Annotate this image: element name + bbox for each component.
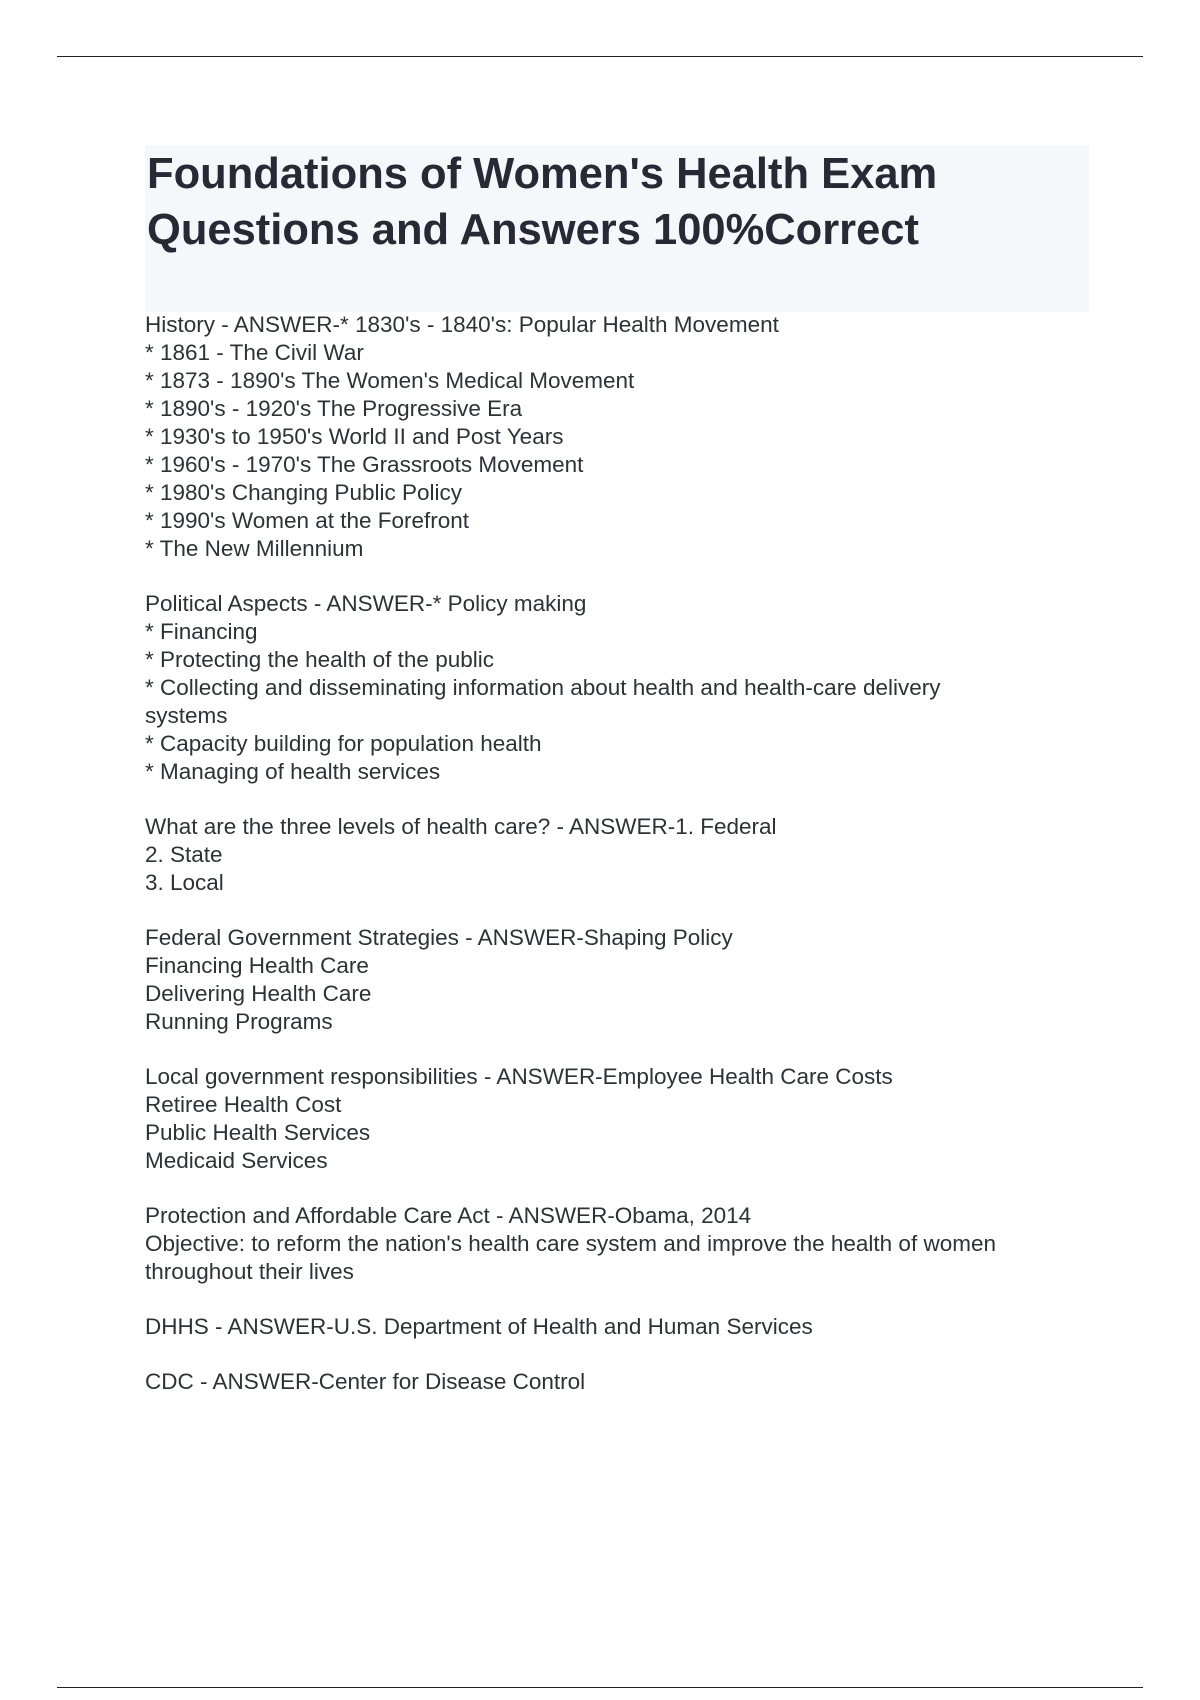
qa-line: Public Health Services <box>145 1120 371 1145</box>
qa-line: Financing Health Care <box>145 953 369 978</box>
qa-line: Objective: to reform the nation's health care system and improve the health of women <box>145 1231 996 1256</box>
qa-line: * 1990's Women at the Forefront <box>145 508 470 533</box>
qa-line: * 1873 - 1890's The Women's Medical Movement <box>145 368 635 393</box>
qa-line: * Managing of health services <box>145 759 441 784</box>
qa-line: Federal Government Strategies - ANSWER-Shaping Policy <box>145 925 733 950</box>
top-rule <box>57 56 1143 57</box>
qa-line: Delivering Health Care <box>145 981 372 1006</box>
bottom-rule <box>57 1687 1143 1688</box>
qa-line: 3. Local <box>145 870 224 895</box>
qa-item-local-responsibilities <box>145 1063 1095 1175</box>
qa-line: Retiree Health Cost <box>145 1092 342 1117</box>
qa-line: * The New Millennium <box>145 536 364 561</box>
qa-line: DHHS - ANSWER-U.S. Department of Health and Human Services <box>145 1314 813 1339</box>
qa-item-cdc <box>145 1368 1095 1396</box>
page-title <box>147 145 1089 258</box>
qa-line: Running Programs <box>145 1009 333 1034</box>
qa-line: * 1861 - The Civil War <box>145 340 364 365</box>
qa-item-history <box>145 311 1095 563</box>
qa-line: History - ANSWER-* 1830's - 1840's: Popular Health Movement <box>145 312 779 337</box>
qa-line: * 1890's - 1920's The Progressive Era <box>145 396 523 421</box>
qa-item-dhhs <box>145 1313 1095 1341</box>
qa-item-federal-strategies <box>145 924 1095 1036</box>
qa-line: * 1930's to 1950's World II and Post Years <box>145 424 564 449</box>
qa-line: * 1980's Changing Public Policy <box>145 480 462 505</box>
qa-item-affordable-care-act <box>145 1202 1095 1286</box>
qa-line: systems <box>145 703 228 728</box>
title-block <box>145 145 1089 312</box>
qa-line: What are the three levels of health care? - ANSWER-1. Federal <box>145 814 777 839</box>
qa-line: Protection and Affordable Care Act - ANSWER-Obama, 2014 <box>145 1203 752 1228</box>
title-line-2: Questions and Answers 100%Correct <box>147 206 919 254</box>
qa-item-three-levels <box>145 813 1095 897</box>
qa-line: Political Aspects - ANSWER-* Policy making <box>145 591 587 616</box>
qa-line: Medicaid Services <box>145 1148 328 1173</box>
qa-line: CDC - ANSWER-Center for Disease Control <box>145 1369 586 1394</box>
qa-item-political-aspects <box>145 590 1095 786</box>
qa-list <box>145 311 1095 1423</box>
qa-line: * Capacity building for population health <box>145 731 542 756</box>
qa-line: * Collecting and disseminating information about health and health-care delivery <box>145 675 941 700</box>
qa-line: * 1960's - 1970's The Grassroots Movement <box>145 452 584 477</box>
qa-line: * Protecting the health of the public <box>145 647 494 672</box>
qa-line: Local government responsibilities - ANSWER-Employee Health Care Costs <box>145 1064 893 1089</box>
qa-line: 2. State <box>145 842 223 867</box>
qa-line: * Financing <box>145 619 258 644</box>
qa-line: throughout their lives <box>145 1259 354 1284</box>
title-line-1: Foundations of Women's Health Exam <box>147 150 938 198</box>
